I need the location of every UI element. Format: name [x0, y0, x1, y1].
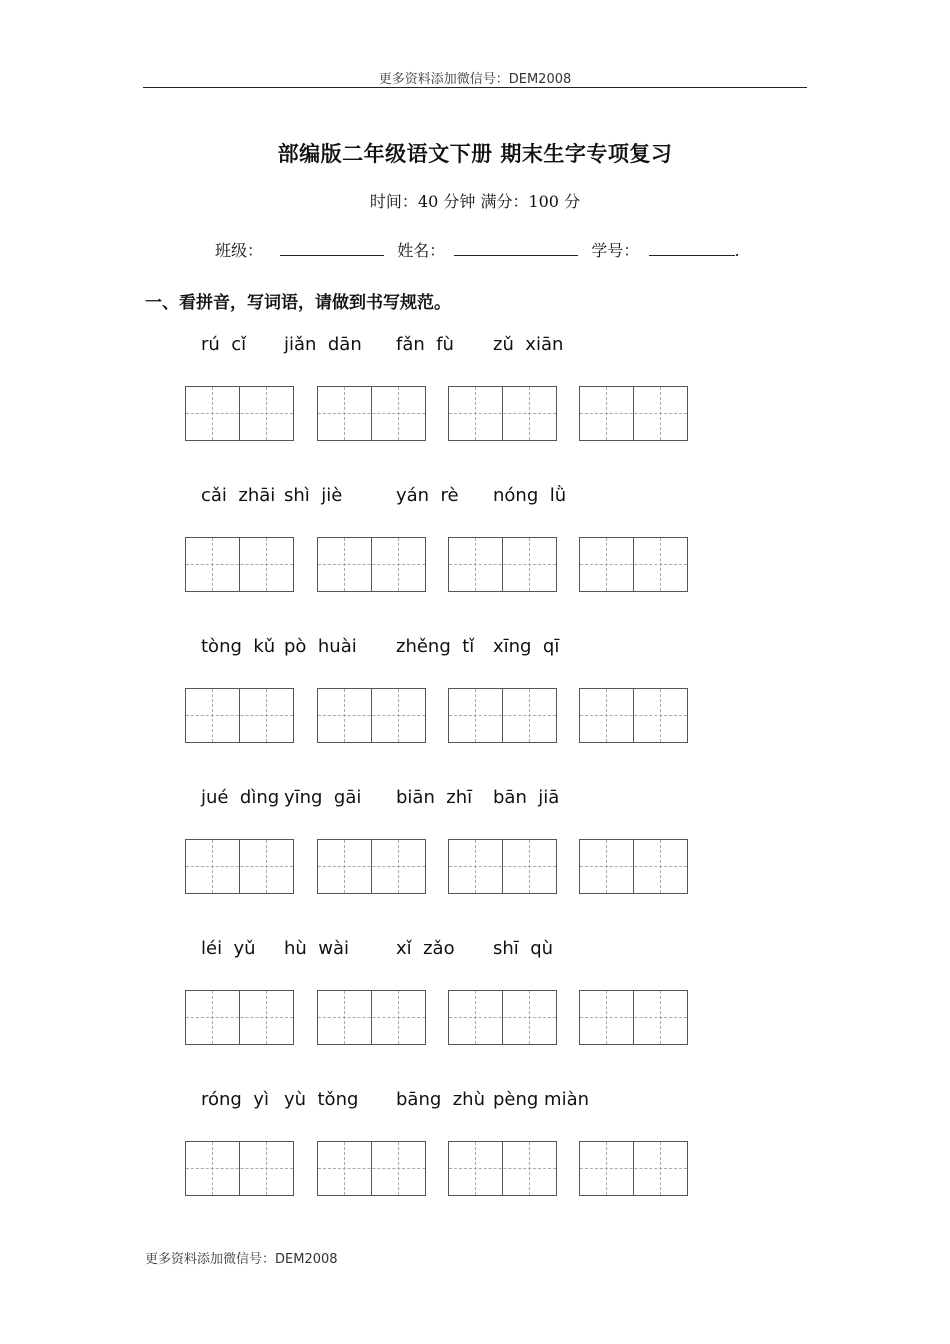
name-blank[interactable] [454, 241, 578, 256]
grid-guide-line [449, 866, 556, 867]
tianzige-writing-box[interactable] [579, 839, 688, 894]
grid-guide-line [186, 866, 293, 867]
footer-note: 更多资料添加微信号：DEM2008 [145, 1252, 338, 1267]
tianzige-writing-box[interactable] [579, 688, 688, 743]
grid-guide-line [186, 715, 293, 716]
grid-guide-line [318, 564, 425, 565]
grid-guide-line [449, 715, 556, 716]
pinyin-word: jué dìng [201, 787, 280, 808]
grid-guide-line [580, 715, 687, 716]
grid-guide-line [318, 715, 425, 716]
pinyin-word: rú cǐ [201, 334, 247, 355]
grid-guide-line [449, 1017, 556, 1018]
pinyin-word: xīng qī [493, 636, 560, 657]
pinyin-word: shī qù [493, 938, 554, 959]
grid-guide-line [318, 413, 425, 414]
pinyin-word: zhěng tǐ [396, 636, 475, 657]
class-blank[interactable] [280, 241, 384, 256]
pinyin-word: yīng gāi [284, 787, 362, 808]
tianzige-writing-box[interactable] [579, 990, 688, 1045]
pinyin-word: jiǎn dān [284, 334, 362, 355]
pinyin-word: yán rè [396, 485, 459, 506]
student-info-line [215, 238, 740, 261]
tianzige-writing-box[interactable] [185, 688, 294, 743]
pinyin-word: xǐ zǎo [396, 938, 455, 959]
end-mark: . [734, 241, 740, 260]
class-label: 班级： [215, 241, 264, 260]
tianzige-writing-box[interactable] [185, 537, 294, 592]
grid-guide-line [318, 1168, 425, 1169]
grid-guide-line [580, 1168, 687, 1169]
pinyin-word: hù wài [284, 938, 350, 959]
tianzige-writing-box[interactable] [579, 537, 688, 592]
tianzige-writing-box[interactable] [448, 990, 557, 1045]
header-note: 更多资料添加微信号：DEM2008 [378, 72, 572, 87]
tianzige-writing-box[interactable] [185, 990, 294, 1045]
number-label: 学号： [591, 241, 640, 260]
pinyin-word: bān jiā [493, 787, 560, 808]
grid-guide-line [186, 1017, 293, 1018]
tianzige-writing-box[interactable] [185, 1141, 294, 1196]
grid-guide-line [449, 413, 556, 414]
pinyin-word: róng yì [201, 1089, 269, 1110]
tianzige-writing-box[interactable] [317, 1141, 426, 1196]
tianzige-writing-box[interactable] [317, 839, 426, 894]
grid-guide-line [186, 564, 293, 565]
header-divider [143, 87, 807, 88]
tianzige-writing-box[interactable] [448, 386, 557, 441]
pinyin-word: tòng kǔ [201, 636, 276, 657]
pinyin-word: pò huài [284, 636, 357, 657]
grid-guide-line [449, 1168, 556, 1169]
grid-guide-line [449, 564, 556, 565]
pinyin-word: biān zhī [396, 787, 473, 808]
number-blank[interactable] [649, 241, 735, 256]
tianzige-writing-box[interactable] [579, 386, 688, 441]
grid-guide-line [580, 413, 687, 414]
pinyin-word: bāng zhù [396, 1089, 485, 1110]
tianzige-writing-box[interactable] [185, 386, 294, 441]
pinyin-word: pèng miàn [493, 1089, 590, 1110]
tianzige-writing-box[interactable] [317, 537, 426, 592]
name-label: 姓名： [397, 241, 446, 260]
page-title: 部编版二年级语文下册 期末生字专项复习 [277, 142, 673, 166]
tianzige-writing-box[interactable] [448, 688, 557, 743]
grid-guide-line [186, 413, 293, 414]
grid-guide-line [318, 866, 425, 867]
grid-guide-line [318, 1017, 425, 1018]
grid-guide-line [580, 564, 687, 565]
tianzige-writing-box[interactable] [448, 537, 557, 592]
tianzige-writing-box[interactable] [448, 839, 557, 894]
time-and-score: 时间：40 分钟 满分：100 分 [369, 192, 581, 211]
pinyin-word: shì jiè [284, 485, 343, 506]
tianzige-writing-box[interactable] [317, 688, 426, 743]
tianzige-writing-box[interactable] [185, 839, 294, 894]
section-1-heading: 一、看拼音，写词语，请做到书写规范。 [145, 293, 451, 313]
tianzige-writing-box[interactable] [317, 386, 426, 441]
pinyin-word: yù tǒng [284, 1089, 359, 1110]
grid-guide-line [580, 866, 687, 867]
tianzige-writing-box[interactable] [579, 1141, 688, 1196]
pinyin-word: léi yǔ [201, 938, 256, 959]
grid-guide-line [580, 1017, 687, 1018]
pinyin-word: nóng lǜ [493, 485, 567, 506]
pinyin-word: fǎn fù [396, 334, 454, 355]
pinyin-word: zǔ xiān [493, 334, 564, 355]
grid-guide-line [186, 1168, 293, 1169]
tianzige-writing-box[interactable] [448, 1141, 557, 1196]
pinyin-word: cǎi zhāi [201, 485, 276, 506]
tianzige-writing-box[interactable] [317, 990, 426, 1045]
